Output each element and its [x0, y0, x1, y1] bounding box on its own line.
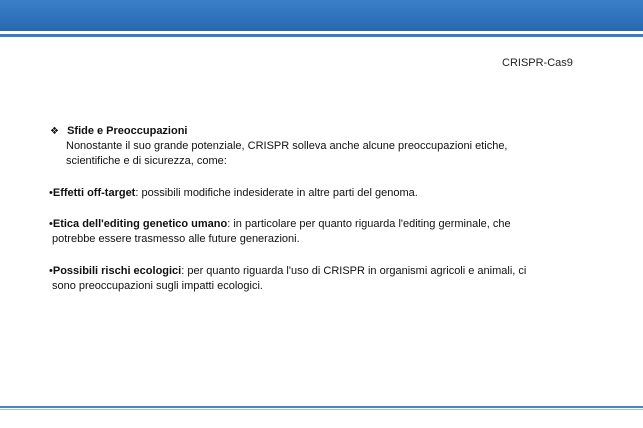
list-item [49, 217, 579, 247]
list-item [49, 264, 579, 294]
section-heading [50, 124, 187, 139]
item-text-continued: potrebbe essere trasmesso alle future generazioni. [52, 233, 300, 245]
section-intro [66, 139, 566, 169]
slide-header-label: CRISPR-Cas9 [502, 57, 573, 69]
item-text-continued: sono preoccupazioni sugli impatti ecologici. [52, 280, 263, 292]
bullet-dot-icon: • [49, 218, 53, 230]
intro-line-2: scientifiche e di sicurezza, come: [66, 155, 227, 167]
item-text: : per quanto riguarda l'uso di CRISPR in organismi agricoli e animali, ci [181, 265, 527, 277]
bullet-dot-icon: • [49, 187, 53, 199]
item-term: Effetti off-target [52, 187, 136, 199]
item-term: Possibili rischi ecologici [52, 265, 182, 277]
list-item [49, 186, 579, 201]
four-diamond-bullet-icon: ❖ [50, 126, 59, 137]
item-text: : in particolare per quanto riguarda l'editing germinale, che [227, 218, 511, 230]
bottom-rule [0, 406, 643, 408]
bullet-dot-icon: • [49, 265, 53, 277]
item-term: Etica dell'editing genetico umano [52, 218, 228, 230]
bottom-rule-thin [0, 409, 643, 410]
section-heading-text: Sfide e Preoccupazioni [67, 125, 188, 137]
top-banner [0, 0, 643, 31]
item-text: : possibili modifiche indesiderate in altre parti del genoma. [135, 187, 418, 199]
top-rule [0, 34, 643, 37]
intro-line-1: Nonostante il suo grande potenziale, CRISPR solleva anche alcune preoccupazioni etiche, [66, 140, 508, 152]
